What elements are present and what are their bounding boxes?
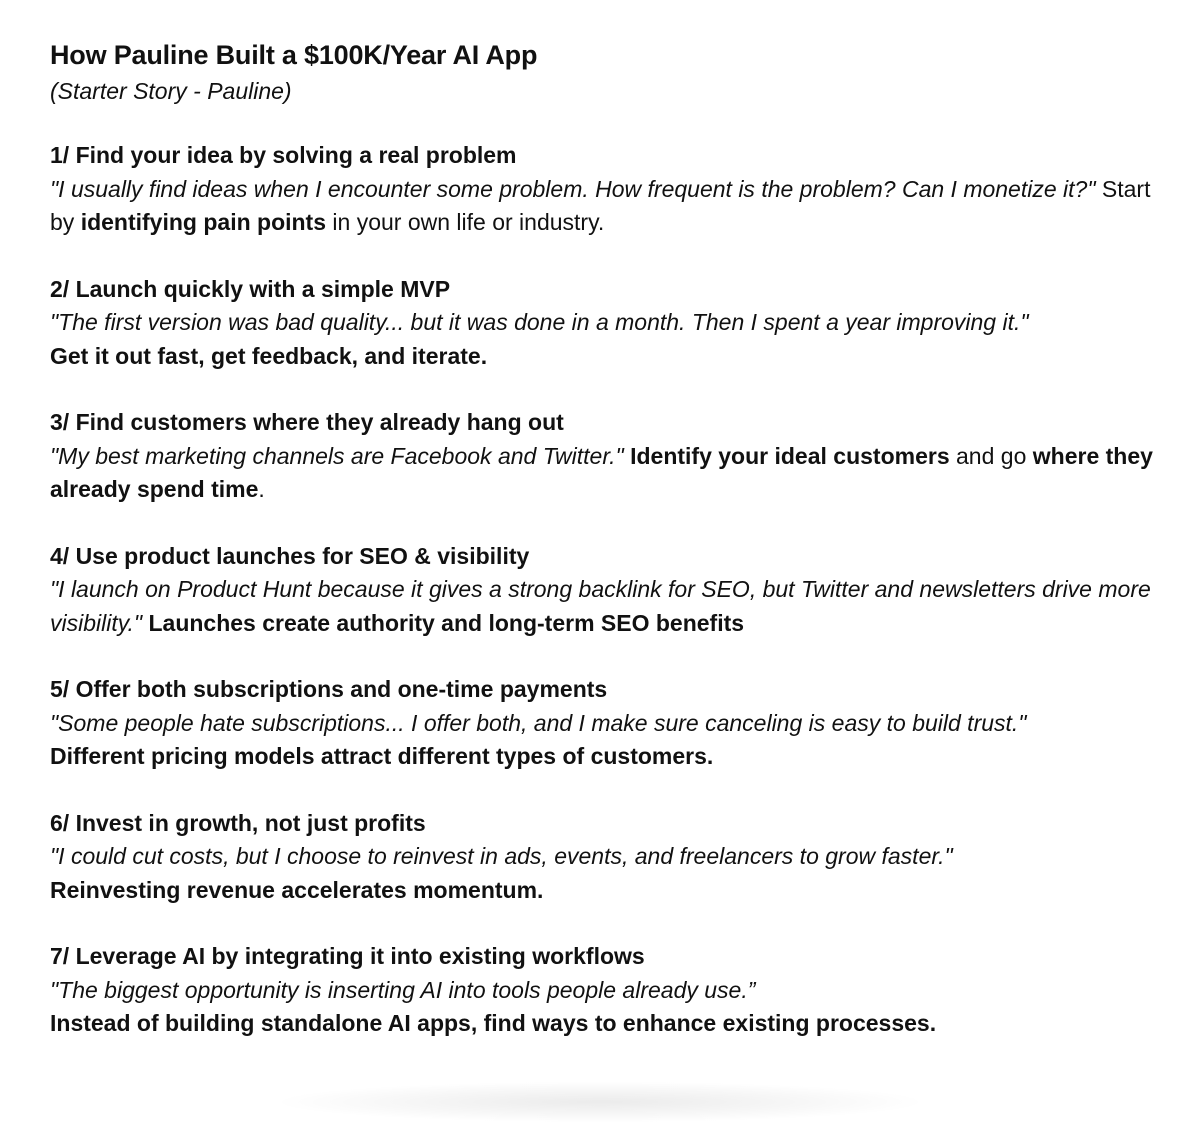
tip-3 bbox=[50, 406, 1180, 507]
tip-quote: "My best marketing channels are Facebook and Twitter." bbox=[50, 442, 624, 469]
tip-text: . bbox=[258, 476, 265, 502]
tip-4 bbox=[50, 540, 1180, 641]
tip-2 bbox=[50, 273, 1180, 374]
tip-heading: 6/ Invest in growth, not just profits bbox=[50, 809, 426, 836]
tip-takeaway: Different pricing models attract different types of customers. bbox=[50, 743, 714, 769]
document-title: How Pauline Built a $100K/Year AI App bbox=[50, 40, 538, 70]
tip-heading: 4/ Use product launches for SEO & visibility bbox=[50, 542, 530, 569]
tip-heading: 7/ Leverage AI by integrating it into existing workflows bbox=[50, 943, 645, 969]
tip-body bbox=[50, 173, 1180, 240]
tip-quote: "The biggest opportunity is inserting AI into tools people already use.” bbox=[50, 976, 756, 1003]
tip-quote: "I could cut costs, but I choose to reinvest in ads, events, and freelancers to grow faster." bbox=[50, 843, 953, 869]
tip-takeaway: Instead of building standalone AI apps, find ways to enhance existing processes. bbox=[50, 1010, 937, 1036]
tip-quote: "I usually find ideas when I encounter some problem. How frequent is the problem? Can I monetize it?" bbox=[50, 175, 1096, 202]
tip-emphasis: Launches create authority and long-term SEO benefits bbox=[148, 609, 745, 636]
tip-quote: "I launch on Product Hunt because it gives a strong backlink for SEO, but Twitter and newsletters drive more visibility." bbox=[50, 576, 1151, 636]
tip-emphasis: Identify your ideal customers bbox=[630, 442, 950, 469]
tip-emphasis: where they already spend time bbox=[50, 442, 1153, 502]
bottom-shadow bbox=[280, 1082, 920, 1122]
tip-takeaway: Reinvesting revenue accelerates momentum. bbox=[50, 876, 544, 903]
tip-quote: "The first version was bad quality... but it was done in a month. Then I spent a year improving it." bbox=[50, 309, 1029, 335]
tip-text: in your own life or industry. bbox=[326, 209, 605, 235]
tip-heading: 1/ Find your idea by solving a real problem bbox=[50, 142, 517, 168]
tip-body bbox=[50, 573, 1180, 640]
tip-text: Start by bbox=[50, 175, 1151, 235]
tip-quote: "Some people hate subscriptions... I offer both, and I make sure canceling is easy to build trust." bbox=[50, 709, 1027, 736]
tip-heading: 5/ Offer both subscriptions and one-time payments bbox=[50, 676, 608, 702]
tip-1 bbox=[50, 139, 1180, 240]
tip-emphasis: identifying pain points bbox=[80, 209, 327, 235]
tip-heading: 2/ Launch quickly with a simple MVP bbox=[50, 275, 451, 302]
tip-5 bbox=[50, 673, 1180, 774]
tip-6 bbox=[50, 807, 1180, 908]
document-page bbox=[50, 36, 1180, 1074]
tip-heading: 3/ Find customers where they already hang out bbox=[50, 409, 564, 435]
tip-body bbox=[50, 440, 1180, 507]
tip-takeaway: Get it out fast, get feedback, and iterate. bbox=[50, 342, 488, 369]
tip-text: and go bbox=[949, 442, 1033, 469]
document-subtitle: (Starter Story - Pauline) bbox=[50, 78, 292, 104]
tip-7 bbox=[50, 940, 1180, 1041]
